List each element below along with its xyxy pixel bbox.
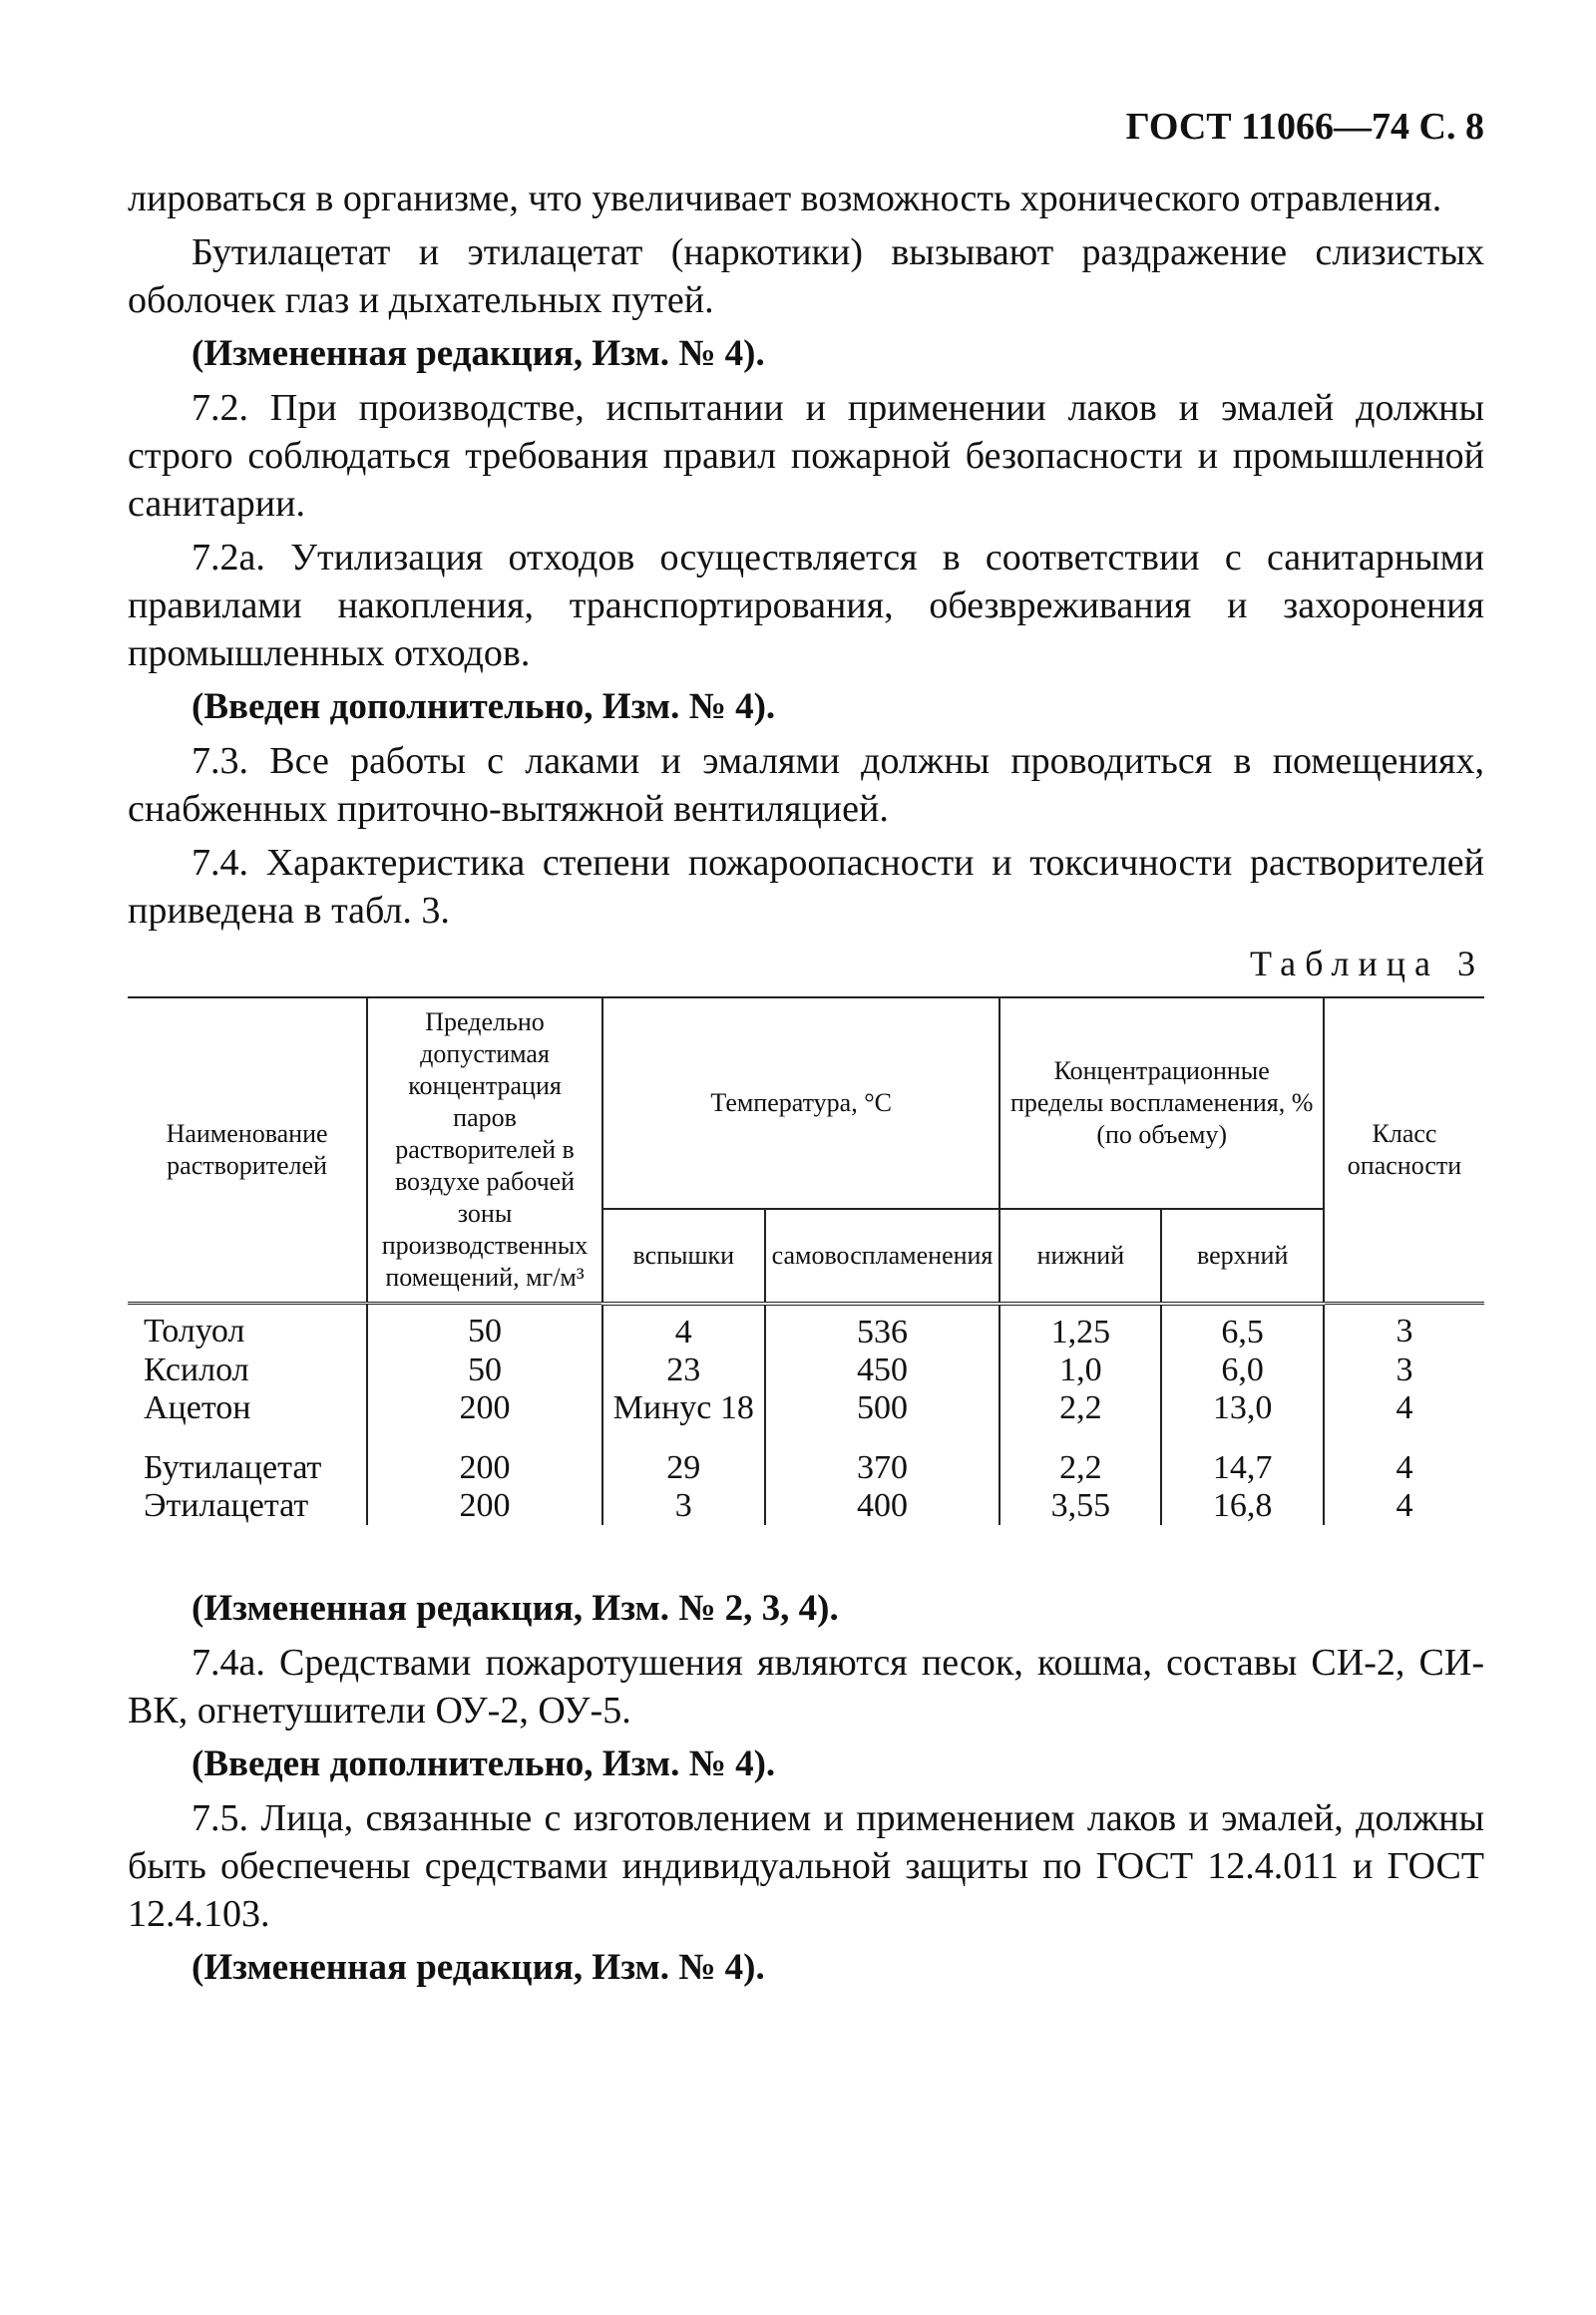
paragraph-irritation: Бутилацетат и этилацетат (наркотики) вызывают раздражение слизистых оболочек глаз и дыхательных путей.	[128, 231, 1484, 321]
document-page	[128, 105, 1484, 1998]
cell-class: 3	[1324, 1304, 1484, 1351]
cell-upper: 13,0	[1161, 1389, 1324, 1449]
cell-flash: 4	[602, 1304, 765, 1351]
cell-name: Ацетон	[128, 1389, 367, 1449]
cell-lower: 2,2	[999, 1449, 1161, 1487]
cell-flash: 23	[602, 1351, 765, 1389]
cell-lower: 1,0	[999, 1351, 1161, 1389]
cell-autoign: 500	[765, 1389, 1000, 1449]
cell-flash: 3	[602, 1487, 765, 1525]
amendment-note-3: (Измененная редакция, Изм. № 2, 3, 4).	[192, 1587, 839, 1629]
cell-class: 4	[1324, 1449, 1484, 1487]
cell-autoign: 536	[765, 1304, 1000, 1351]
header-upper-limit: верхний	[1161, 1209, 1324, 1304]
cell-upper: 14,7	[1161, 1449, 1324, 1487]
amendment-note-1: (Измененная редакция, Изм. № 4).	[192, 333, 765, 374]
header-lower-limit: нижний	[999, 1209, 1161, 1304]
solvents-table	[128, 996, 1484, 1525]
cell-mpc: 50	[367, 1304, 602, 1351]
header-mpc: Предельно допустимая концентрация паров растворителей в воздухе рабочей зоны производственных помещений, мг/м³	[367, 997, 602, 1304]
header-solvent-name: Наименование растворителей	[128, 997, 367, 1304]
cell-autoign: 370	[765, 1449, 1000, 1487]
cell-class: 4	[1324, 1487, 1484, 1525]
cell-mpc: 200	[367, 1389, 602, 1449]
cell-mpc: 200	[367, 1487, 602, 1525]
table-row	[128, 1304, 1484, 1351]
paragraph-7-4: 7.4. Характеристика степени пожароопасности и токсичности растворителей приведена в табл. 3.	[128, 842, 1484, 932]
header-autoignition: самовоспламенения	[765, 1209, 1000, 1304]
table-row	[128, 1487, 1484, 1525]
cell-lower: 1,25	[999, 1304, 1161, 1351]
cell-lower: 2,2	[999, 1389, 1161, 1449]
header-temperature: Температура, °С	[602, 997, 999, 1209]
paragraph-7-2: 7.2. При производстве, испытании и применении лаков и эмалей должны строго соблюдаться требования правил пожарной безопасности и промышленной санитарии.	[128, 387, 1484, 525]
table-caption: Таблица 3	[1250, 944, 1484, 983]
amendment-note-4: (Введен дополнительно, Изм. № 4).	[192, 1742, 776, 1784]
header-hazard-class: Класс опасности	[1324, 997, 1484, 1304]
paragraph-7-5: 7.5. Лица, связанные с изготовлением и применением лаков и эмалей, должны быть обеспечены средствами индивидуальной защиты по ГОСТ 12.4.011 и ГОСТ 12.4.103.	[128, 1796, 1484, 1935]
amendment-note-5: (Измененная редакция, Изм. № 4).	[192, 1946, 765, 1988]
paragraph-continuation: лироваться в организме, что увеличивает возможность хронического отравления.	[128, 178, 1442, 219]
cell-flash: Минус 18	[602, 1389, 765, 1449]
cell-mpc: 50	[367, 1351, 602, 1389]
cell-lower: 3,55	[999, 1487, 1161, 1525]
cell-class: 3	[1324, 1351, 1484, 1389]
cell-autoign: 400	[765, 1487, 1000, 1525]
amendment-note-2: (Введен дополнительно, Изм. № 4).	[192, 686, 776, 727]
table-row	[128, 1449, 1484, 1487]
cell-name: Толуол	[128, 1304, 367, 1351]
cell-upper: 6,5	[1161, 1304, 1324, 1351]
cell-upper: 16,8	[1161, 1487, 1324, 1525]
table-row	[128, 1389, 1484, 1449]
cell-flash: 29	[602, 1449, 765, 1487]
cell-name: Ксилол	[128, 1351, 367, 1389]
cell-class: 4	[1324, 1389, 1484, 1449]
header-flammability-limits: Концентрационные пределы воспламенения, % (по объему)	[999, 997, 1324, 1209]
page-header: ГОСТ 11066—74 С. 8	[1125, 106, 1484, 148]
cell-name: Бутилацетат	[128, 1449, 367, 1487]
header-flash-point: вспышки	[602, 1209, 765, 1304]
paragraph-7-3: 7.3. Все работы с лаками и эмалями должны проводиться в помещениях, снабженных приточно-вытяжной вентиляцией.	[128, 740, 1484, 830]
cell-upper: 6,0	[1161, 1351, 1324, 1389]
cell-autoign: 450	[765, 1351, 1000, 1389]
cell-mpc: 200	[367, 1449, 602, 1487]
table-row	[128, 1351, 1484, 1389]
paragraph-7-2a: 7.2а. Утилизация отходов осуществляется в соответствии с санитарными правилами накопления, транспортирования, обезвреживания и захоронения промышленных отходов.	[128, 537, 1484, 674]
cell-name: Этилацетат	[128, 1487, 367, 1525]
paragraph-7-4a: 7.4а. Средствами пожаротушения являются песок, кошма, составы СИ-2, СИ-ВК, огнетушители ОУ-2, ОУ-5.	[128, 1641, 1484, 1732]
